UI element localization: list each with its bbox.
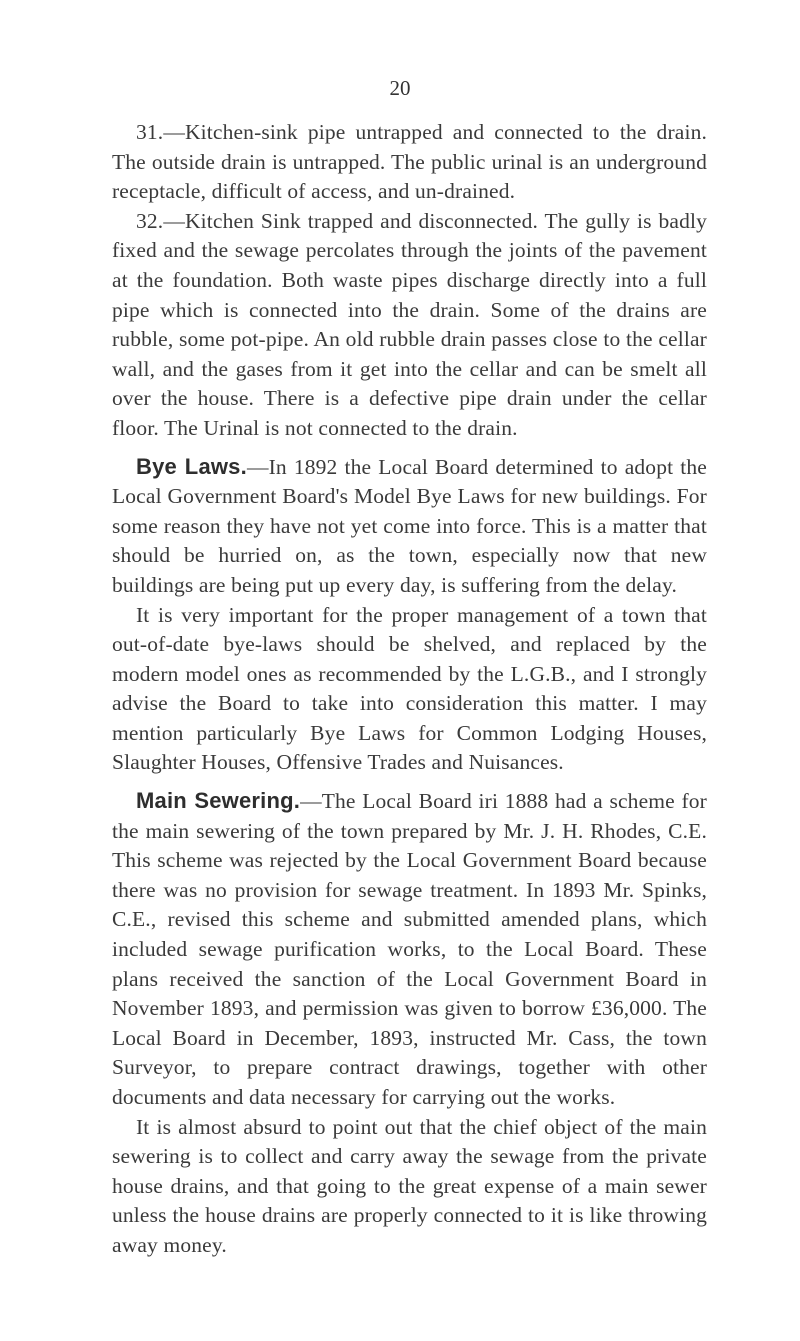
section-main-sewering [112,786,707,1113]
paragraph-32 [112,207,707,444]
body-text [112,118,707,1261]
page-number: 20 [389,76,411,100]
paragraph-main-sewering-conclusion [112,1113,707,1261]
paragraph-bye-laws-advice [112,601,707,779]
paragraph-text: 32.—Kitchen Sink trapped and disconnected. The gully is badly fixed and the sewage percolates through the joints of the pavement at the foundation. Both waste pipes discharge directly into a full pipe which is connected into the drain. Some of the drains are rubble, some pot-pipe. An old rubble drain passes close to the cellar wall, and the gases from it get into the cellar and can be smelt all over the house. There is a defective pipe drain under the cellar floor. The Urinal is not connected to the drain. [112,208,707,440]
paragraph-31 [112,118,707,207]
paragraph-text: —In 1892 the Local Board determined to adopt the Local Government Board's Model Bye Laws for new buildings. For some reason they have not yet come into force. This is a matter that should be hurried on, as the town, especially now that new buildings are being put up every day, is suffering from the delay. [112,454,707,597]
paragraph-text: 31.—Kitchen-sink pipe untrapped and connected to the drain. The outside drain is untrapped. The public urinal is an underground receptacle, difficult of access, and un-drained. [112,120,707,204]
section-heading: Main Sewering. [136,788,301,814]
paragraph-text: It is almost absurd to point out that the chief object of the main sewering is to collect and carry away the sewage from the private house drains, and that going to the great expense of a main sewer unless the house drains are properly connected to it is like throwing away money. [112,1114,707,1257]
paragraph-text: It is very important for the proper management of a town that out-of-date bye-laws should be shelved, and replaced by the modern model ones as recommended by the L.G.B., and I strongly advise the Board to take into consideration this matter. I may mention particularly Bye Laws for Common Lodging Houses, Slaughter Houses, Offensive Trades and Nuisances. [112,602,707,775]
section-bye-laws [112,452,707,601]
paragraph-text: —The Local Board iri 1888 had a scheme for the main sewering of the town prepared by Mr. J. H. Rhodes, C.E. This scheme was rejected by the Local Government Board because there was no provision for sewage treatment. In 1893 Mr. Spinks, C.E., revised this scheme and submitted amended plans, which included sewage purification works, to the Local Board. These plans received the sanction of the Local Government Board in November 1893, and permission was given to borrow £36,000. The Local Board in December, 1893, instructed Mr. Cass, the town Surveyor, to prepare contract drawings, together with other documents and data necessary for carrying out the works. [112,789,707,1109]
section-heading: Bye Laws. [136,453,247,479]
